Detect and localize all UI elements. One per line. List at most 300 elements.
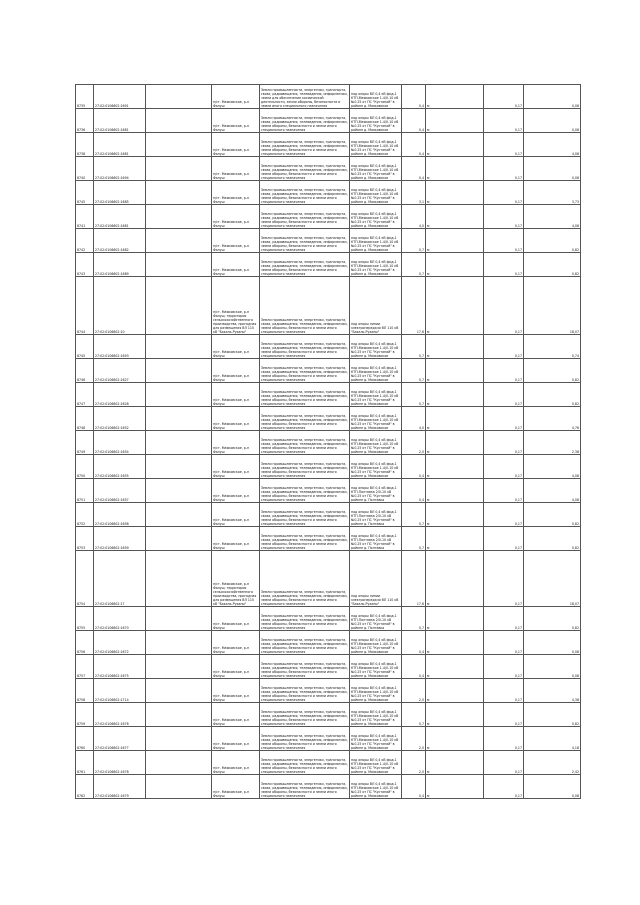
- value-cell: 0,82: [524, 527, 581, 551]
- cadastral-number-cell: 27:02:0106602:1685: [94, 181, 146, 205]
- area-cell: 0,7: [402, 703, 426, 727]
- location-cell: под опоры ВЛ 0,4 кВ фид.1 КТП-Маяковское 1-4/0-10 кВ №0.25 от ПС "Кустанай" в районе д. Маяковское: [350, 431, 402, 455]
- owner-cell: [146, 229, 212, 253]
- location-cell: под опоры ВЛ 0,4 кВ фид.1 КТП-Полтавка 2/0-10 кВ №0.25 от ПС "Кустанай" в районе д. Полтавка: [350, 503, 402, 527]
- area-cell: 0,7: [402, 253, 426, 277]
- address-cell: п/ст. Маяковское, р-н Фалуш: [212, 133, 260, 157]
- owner-cell: [146, 277, 212, 335]
- table-row: [76, 607, 581, 631]
- unit-cell: м: [426, 407, 484, 431]
- address-cell: п/ст. Маяковское, р-н Фалуш: [212, 157, 260, 181]
- row-number-cell: 8760: [76, 727, 94, 751]
- location-cell: под опоры ВЛ 0,4 кВ фид.1 КТП-Маяковское 1-4/0-10 кВ №0.25 от ПС "Кустанай" в районе д. Маяковское: [350, 133, 402, 157]
- rate-cell: 0,17: [484, 655, 524, 679]
- owner-cell: [146, 85, 212, 109]
- location-cell: под опоры линии электропередачи ВЛ 110 кВ "Бакаль-Руханы": [350, 277, 402, 335]
- row-number-cell: 8748: [76, 407, 94, 431]
- unit-cell: м: [426, 527, 484, 551]
- value-cell: 18,07: [524, 277, 581, 335]
- unit-cell: м: [426, 455, 484, 479]
- rate-cell: 0,17: [484, 703, 524, 727]
- location-cell: под опоры линии электропередачи ВЛ 110 кВ "Бакаль-Руханы": [350, 551, 402, 607]
- area-cell: 0,7: [402, 607, 426, 631]
- owner-cell: [146, 253, 212, 277]
- rate-cell: 0,17: [484, 277, 524, 335]
- rate-cell: 0,17: [484, 751, 524, 775]
- owner-cell: [146, 359, 212, 383]
- area-cell: 0,4: [402, 133, 426, 157]
- cadastral-number-cell: 27:02:0106602:1659: [94, 527, 146, 551]
- unit-cell: м: [426, 479, 484, 503]
- row-number-cell: 8746: [76, 359, 94, 383]
- value-cell: 0,74: [524, 335, 581, 359]
- area-cell: 0,7: [402, 383, 426, 407]
- table-row: [76, 85, 581, 109]
- land-category-cell: Земли промышленности, энергетики, транспорта, связи, радиовещания, телевидения, информатики, земли обороны, безопасности и земли иного специального назначения: [260, 157, 350, 181]
- value-cell: 0,08: [524, 631, 581, 655]
- cadastral-number-cell: 27:02:0106602:1694: [94, 157, 146, 181]
- land-category-cell: Земли промышленности, энергетики, транспорта, связи, радиовещания, телевидения, информатики, земли обороны, безопасности и земли иного специального назначения: [260, 335, 350, 359]
- owner-cell: [146, 551, 212, 607]
- address-cell: п/ст. Маяковское, р-н Фалуш: [212, 775, 260, 799]
- location-cell: под опоры ВЛ 0,4 кВ фид.1 КТП-Маяковское 1-4/0-10 кВ №0.25 от ПС "Кустанай" в районе д. Маяковское: [350, 335, 402, 359]
- rate-cell: 0,17: [484, 455, 524, 479]
- unit-cell: м: [426, 751, 484, 775]
- land-category-cell: Земли промышленности, энергетики, транспорта, связи, радиовещания, телевидения, информатики, земли обороны, безопасности и земли иного специального назначения: [260, 727, 350, 751]
- rate-cell: 0,17: [484, 431, 524, 455]
- row-number-cell: 8755: [76, 607, 94, 631]
- cadastral-number-cell: 27:02:0106602:17: [94, 551, 146, 607]
- cadastral-number-cell: 27:02:0106602:1658: [94, 503, 146, 527]
- value-cell: 0,82: [524, 607, 581, 631]
- table-row: [76, 679, 581, 703]
- address-cell: п/ст. Маяковское, р-н Фалуш: [212, 109, 260, 133]
- address-cell: п/ст. Маяковское, р-н Фалуш: [212, 679, 260, 703]
- owner-cell: [146, 431, 212, 455]
- address-cell: п/ст. Маяковское, р-н Фалуш: [212, 727, 260, 751]
- table-row: [76, 527, 581, 551]
- address-cell: п/ст. Маяковское, р-н Фалуш: [212, 655, 260, 679]
- area-cell: 0,4: [402, 109, 426, 133]
- value-cell: 0,08: [524, 655, 581, 679]
- cadastral-number-cell: 27:02:0106602:1654: [94, 431, 146, 455]
- value-cell: 4,08: [524, 205, 581, 229]
- cadastral-number-cell: 27:02:0106602:1628: [94, 383, 146, 407]
- cadastral-number-cell: 27:02:0106602:1691: [94, 85, 146, 109]
- land-category-cell: Земли промышленности, энергетики, транспорта, связи, радиовещания, телевидения, информатики, земли для обеспечения космической деятельности, земли обороны, безопасности и земли иного специального назначения: [260, 85, 350, 109]
- row-number-cell: 8741: [76, 205, 94, 229]
- unit-cell: м: [426, 551, 484, 607]
- rate-cell: 0,17: [484, 109, 524, 133]
- land-category-cell: Земли промышленности, энергетики, транспорта, связи, радиовещания, телевидения, информатики, земли обороны, безопасности и земли иного специального назначения: [260, 479, 350, 503]
- land-category-cell: Земли промышленности, энергетики, транспорта, связи, радиовещания, телевидения, информатики, земли обороны, безопасности и земли иного специального назначения: [260, 133, 350, 157]
- rate-cell: 0,17: [484, 85, 524, 109]
- address-cell: п/ст. Маяковское, р-н Фалуш: [212, 431, 260, 455]
- location-cell: под опоры ВЛ 0,4 кВ фид.1 КТП-Маяковское 1-4/0-10 кВ №0.25 от ПС "Кустанай" в районе д. Маяковское: [350, 775, 402, 799]
- owner-cell: [146, 157, 212, 181]
- owner-cell: [146, 775, 212, 799]
- rate-cell: 0,17: [484, 181, 524, 205]
- owner-cell: [146, 703, 212, 727]
- value-cell: 0,82: [524, 503, 581, 527]
- unit-cell: м: [426, 431, 484, 455]
- table-row: [76, 503, 581, 527]
- unit-cell: м: [426, 85, 484, 109]
- land-category-cell: Земли промышленности, энергетики, транспорта, связи, радиовещания, телевидения, информатики, земли обороны, безопасности и земли иного специального назначения: [260, 551, 350, 607]
- area-cell: 0,4: [402, 479, 426, 503]
- cadastral-number-cell: 27:02:0106602:1681: [94, 205, 146, 229]
- table-row: [76, 109, 581, 133]
- row-number-cell: 8742: [76, 229, 94, 253]
- land-category-cell: Земли промышленности, энергетики, транспорта, связи, радиовещания, телевидения, информатики, земли обороны, безопасности и земли иного специального назначения: [260, 181, 350, 205]
- location-cell: под опоры ВЛ 0,4 кВ фид.1 КТП-Маяковское 1-4/0-10 кВ №0.25 от ПС "Кустанай" в районе д. Маяковское: [350, 655, 402, 679]
- address-cell: п/ст. Маяковское, р-н Фалуш: [212, 703, 260, 727]
- unit-cell: м: [426, 181, 484, 205]
- location-cell: под опоры ВЛ 0,4 кВ фид.1 КТП-Маяковское 1-4/0-10 кВ №0.25 от ПС "Кустанай" в районе д. Маяковское: [350, 727, 402, 751]
- value-cell: 0,08: [524, 157, 581, 181]
- value-cell: 4,08: [524, 479, 581, 503]
- unit-cell: м: [426, 383, 484, 407]
- land-category-cell: Земли промышленности, энергетики, транспорта, связи, радиовещания, телевидения, информатики, земли обороны, безопасности и земли иного специального назначения: [260, 655, 350, 679]
- address-cell: п/ст. Маяковское, р-н Фалуш: [212, 181, 260, 205]
- area-cell: 2,0: [402, 751, 426, 775]
- unit-cell: м: [426, 359, 484, 383]
- row-number-cell: 8744: [76, 277, 94, 335]
- address-cell: п/ст. Маяковское, р-н Фалуш: [212, 383, 260, 407]
- row-number-cell: 8745: [76, 335, 94, 359]
- unit-cell: м: [426, 775, 484, 799]
- land-category-cell: Земли промышленности, энергетики, транспорта, связи, радиовещания, телевидения, информатики, земли обороны, безопасности и земли иного специального назначения: [260, 431, 350, 455]
- land-category-cell: Земли промышленности, энергетики, транспорта, связи, радиовещания, телевидения, информатики, земли обороны, безопасности и земли иного специального назначения: [260, 359, 350, 383]
- owner-cell: [146, 655, 212, 679]
- row-number-cell: 8751: [76, 479, 94, 503]
- area-cell: 0,4: [402, 631, 426, 655]
- unit-cell: м: [426, 503, 484, 527]
- cadastral-number-cell: 27:02:0106602:1677: [94, 727, 146, 751]
- row-number-cell: 8738: [76, 133, 94, 157]
- location-cell: под опоры ВЛ 0,4 кВ фид.1 КТП-Маяковское 1-4/0-10 кВ №0.25 от ПС "Кустанай" в районе д. Маяковское: [350, 229, 402, 253]
- table-row: [76, 181, 581, 205]
- table-row: [76, 551, 581, 607]
- row-number-cell: 8736: [76, 109, 94, 133]
- location-cell: под опоры ВЛ 0,4 кВ фид.1 КТП-Маяковское 1-4/0-10 кВ №0.25 от ПС "Кустанай" в районе д. Маяковское: [350, 703, 402, 727]
- row-number-cell: 8752: [76, 503, 94, 527]
- rate-cell: 0,17: [484, 229, 524, 253]
- row-number-cell: 8750: [76, 455, 94, 479]
- land-category-cell: Земли промышленности, энергетики, транспорта, связи, радиовещания, телевидения, информатики, земли обороны, безопасности и земли иного специального назначения: [260, 455, 350, 479]
- address-cell: п/ст. Маяковское, р-н Фалуш, территория сельскохозяйственного производства, пригодная для размещения ВЛ 110 кВ "Бакаль-Руханы": [212, 277, 260, 335]
- rate-cell: 0,17: [484, 551, 524, 607]
- value-cell: 2,38: [524, 431, 581, 455]
- location-cell: под опоры ВЛ 0,4 кВ фид.1 КТП-Маяковское 1-4/0-10 кВ №0.25 от ПС "Кустанай" в районе д. Маяковское: [350, 751, 402, 775]
- cadastral-number-cell: 27:02:0106602:1681: [94, 109, 146, 133]
- area-cell: 0,7: [402, 335, 426, 359]
- row-number-cell: 8762: [76, 775, 94, 799]
- area-cell: 2,0: [402, 431, 426, 455]
- unit-cell: м: [426, 253, 484, 277]
- area-cell: 0,4: [402, 775, 426, 799]
- unit-cell: м: [426, 133, 484, 157]
- table-body: [76, 85, 581, 799]
- area-cell: 2,0: [402, 727, 426, 751]
- row-number-cell: 8747: [76, 383, 94, 407]
- value-cell: 0,82: [524, 253, 581, 277]
- rate-cell: 0,17: [484, 133, 524, 157]
- row-number-cell: 8759: [76, 703, 94, 727]
- cadastral-number-cell: 27:02:0106602:1689: [94, 253, 146, 277]
- cadastral-number-cell: 27:02:0106602:1675: [94, 655, 146, 679]
- owner-cell: [146, 133, 212, 157]
- cadastral-number-cell: 27:02:0106602:1670: [94, 607, 146, 631]
- owner-cell: [146, 383, 212, 407]
- location-cell: под опоры ВЛ 0,4 кВ фид.1 КТП-Маяковское 1-4/0-10 кВ №0.25 от ПС "Кустанай" в районе д. Маяковское: [350, 181, 402, 205]
- address-cell: п/ст. Маяковское, р-н Фалуш: [212, 85, 260, 109]
- value-cell: 0,82: [524, 229, 581, 253]
- land-category-cell: Земли промышленности, энергетики, транспорта, связи, радиовещания, телевидения, информатики, земли обороны, безопасности и земли иного специального назначения: [260, 607, 350, 631]
- value-cell: 0,08: [524, 775, 581, 799]
- unit-cell: м: [426, 277, 484, 335]
- location-cell: под опоры ВЛ 0,4 кВ фид.1 КТП-Маяковское 1-4/0-10 кВ №0.25 от ПС "Кустанай" в районе д. Маяковское: [350, 205, 402, 229]
- value-cell: 4,38: [524, 679, 581, 703]
- owner-cell: [146, 181, 212, 205]
- cadastral-number-cell: 27:02:0106602:1682: [94, 229, 146, 253]
- table-row: [76, 751, 581, 775]
- value-cell: 0,82: [524, 359, 581, 383]
- rate-cell: 0,17: [484, 607, 524, 631]
- value-cell: 4,76: [524, 407, 581, 431]
- area-cell: 4,0: [402, 205, 426, 229]
- owner-cell: [146, 335, 212, 359]
- land-category-cell: Земли промышленности, энергетики, транспорта, связи, радиовещания, телевидения, информатики, земли обороны, безопасности и земли иного специального назначения: [260, 253, 350, 277]
- cadastral-number-cell: 27:02:0106602:1657: [94, 479, 146, 503]
- location-cell: под опоры ВЛ 0,4 кВ фид.1 КТП-Маяковское 1-4/0-10 кВ №0.25 от ПС "Кустанай" в районе д. Маяковское: [350, 383, 402, 407]
- address-cell: п/ст. Маяковское, р-н Фалуш: [212, 455, 260, 479]
- location-cell: под опоры ВЛ 0,4 кВ фид.1 КТП-Маяковское 1-4/0-10 кВ №0.25 от ПС "Кустанай" в районе д. Маяковское: [350, 157, 402, 181]
- table-row: [76, 359, 581, 383]
- rate-cell: 0,17: [484, 527, 524, 551]
- owner-cell: [146, 205, 212, 229]
- row-number-cell: 8743: [76, 253, 94, 277]
- cadastral-number-cell: 27:02:0106602:1714: [94, 679, 146, 703]
- land-category-cell: Земли промышленности, энергетики, транспорта, связи, радиовещания, телевидения, информатики, земли обороны, безопасности и земли иного специального назначения: [260, 229, 350, 253]
- rate-cell: 0,17: [484, 631, 524, 655]
- cadastral-number-cell: 27:02:0106602:1681: [94, 133, 146, 157]
- address-cell: п/ст. Маяковское, р-н Фалуш: [212, 527, 260, 551]
- owner-cell: [146, 479, 212, 503]
- row-number-cell: 8735: [76, 85, 94, 109]
- land-category-cell: Земли промышленности, энергетики, транспорта, связи, радиовещания, телевидения, информатики, земли обороны, безопасности и земли иного специального назначения: [260, 407, 350, 431]
- document-page: [75, 84, 580, 799]
- owner-cell: [146, 607, 212, 631]
- table-row: [76, 335, 581, 359]
- cadastral-number-cell: 27:02:0106602:1655: [94, 455, 146, 479]
- table-row: [76, 455, 581, 479]
- address-cell: п/ст. Маяковское, р-н Фалуш: [212, 205, 260, 229]
- table-row: [76, 229, 581, 253]
- owner-cell: [146, 751, 212, 775]
- row-number-cell: 8757: [76, 655, 94, 679]
- value-cell: 3,73: [524, 181, 581, 205]
- area-cell: 17,6: [402, 277, 426, 335]
- row-number-cell: 8753: [76, 527, 94, 551]
- row-number-cell: 8740: [76, 157, 94, 181]
- land-category-cell: Земли промышленности, энергетики, транспорта, связи, радиовещания, телевидения, информатики, земли обороны, безопасности и земли иного специального назначения: [260, 703, 350, 727]
- table-row: [76, 431, 581, 455]
- location-cell: под опоры ВЛ 0,4 кВ фид.1 КТП-Маяковское 1-4/0-10 кВ №0.25 от ПС "Кустанай" в районе д. Маяковское: [350, 359, 402, 383]
- table-row: [76, 727, 581, 751]
- address-cell: п/ст. Маяковское, р-н Фалуш: [212, 253, 260, 277]
- rate-cell: 0,17: [484, 205, 524, 229]
- location-cell: под опоры ВЛ 0,4 кВ фид.1 КТП-Полтавка 2/0-10 кВ №0.25 от ПС "Кустанай" в районе д. Полтавка: [350, 607, 402, 631]
- owner-cell: [146, 631, 212, 655]
- owner-cell: [146, 455, 212, 479]
- address-cell: п/ст. Маяковское, р-н Фалуш: [212, 631, 260, 655]
- rate-cell: 0,17: [484, 679, 524, 703]
- table-row: [76, 253, 581, 277]
- table-row: [76, 133, 581, 157]
- address-cell: п/ст. Маяковское, р-н Фалуш: [212, 607, 260, 631]
- table-row: [76, 157, 581, 181]
- row-number-cell: 8745: [76, 181, 94, 205]
- unit-cell: м: [426, 703, 484, 727]
- location-cell: под опоры ВЛ 0,4 кВ фид.1 КТП-Маяковское 1-4/0-10 кВ №0.25 от ПС "Кустанай" в районе д. Маяковское: [350, 85, 402, 109]
- table-row: [76, 703, 581, 727]
- unit-cell: м: [426, 655, 484, 679]
- owner-cell: [146, 679, 212, 703]
- cadastral-number-cell: 27:02:0106602:1672: [94, 631, 146, 655]
- area-cell: 0,4: [402, 455, 426, 479]
- value-cell: 18,07: [524, 551, 581, 607]
- land-category-cell: Земли промышленности, энергетики, транспорта, связи, радиовещания, телевидения, информатики, земли обороны, безопасности и земли иного специального назначения: [260, 383, 350, 407]
- rate-cell: 0,17: [484, 503, 524, 527]
- address-cell: п/ст. Маяковское, р-н Фалуш: [212, 407, 260, 431]
- location-cell: под опоры ВЛ 0,4 кВ фид.1 КТП-Маяковское 1-4/0-10 кВ №0.25 от ПС "Кустанай" в районе д. Маяковское: [350, 631, 402, 655]
- table-row: [76, 631, 581, 655]
- owner-cell: [146, 109, 212, 133]
- value-cell: 2,42: [524, 751, 581, 775]
- table-row: [76, 775, 581, 799]
- cadastral-number-cell: 27:02:0106602:1627: [94, 359, 146, 383]
- value-cell: 4,08: [524, 133, 581, 157]
- location-cell: под опоры ВЛ 0,4 кВ фид.1 КТП-Маяковское 1-4/0-10 кВ №0.25 от ПС "Кустанай" в районе д. Маяковское: [350, 407, 402, 431]
- row-number-cell: 8749: [76, 431, 94, 455]
- address-cell: п/ст. Маяковское, р-н Фалуш: [212, 335, 260, 359]
- land-category-cell: Земли промышленности, энергетики, транспорта, связи, радиовещания, телевидения, информатики, земли обороны, безопасности и земли иного специального назначения: [260, 205, 350, 229]
- value-cell: 0,08: [524, 85, 581, 109]
- area-cell: 0,7: [402, 359, 426, 383]
- unit-cell: м: [426, 157, 484, 181]
- location-cell: под опоры ВЛ 0,4 кВ фид.1 КТП-Маяковское 1-4/0-10 кВ №0.25 от ПС "Кустанай" в районе д. Маяковское: [350, 253, 402, 277]
- land-category-cell: Земли промышленности, энергетики, транспорта, связи, радиовещания, телевидения, информатики, земли обороны, безопасности и земли иного специального назначения: [260, 775, 350, 799]
- table-row: [76, 383, 581, 407]
- cadastral-number-cell: 27:02:0106602:1679: [94, 775, 146, 799]
- unit-cell: м: [426, 109, 484, 133]
- area-cell: 17,6: [402, 551, 426, 607]
- area-cell: 0,7: [402, 229, 426, 253]
- address-cell: п/ст. Маяковское, р-н Фалуш: [212, 229, 260, 253]
- rate-cell: 0,17: [484, 157, 524, 181]
- address-cell: п/ст. Маяковское, р-н Фалуш, территория сельскохозяйственного производства, пригодная для размещения ВЛ 110 кВ "Бакаль-Руханы": [212, 551, 260, 607]
- table-row: [76, 277, 581, 335]
- area-cell: 4,0: [402, 407, 426, 431]
- table-row: [76, 205, 581, 229]
- cadastral-number-cell: 27:02:0106602:10: [94, 277, 146, 335]
- table-row: [76, 655, 581, 679]
- land-category-cell: Земли промышленности, энергетики, транспорта, связи, радиовещания, телевидения, информатики, земли обороны, безопасности и земли иного специального назначения: [260, 527, 350, 551]
- land-category-cell: Земли промышленности, энергетики, транспорта, связи, радиовещания, телевидения, информатики, земли обороны, безопасности и земли иного специального назначения: [260, 503, 350, 527]
- address-cell: п/ст. Маяковское, р-н Фалуш: [212, 503, 260, 527]
- value-cell: 0,82: [524, 703, 581, 727]
- owner-cell: [146, 727, 212, 751]
- table-row: [76, 479, 581, 503]
- area-cell: 0,7: [402, 527, 426, 551]
- rate-cell: 0,17: [484, 775, 524, 799]
- address-cell: п/ст. Маяковское, р-н Фалуш: [212, 359, 260, 383]
- owner-cell: [146, 503, 212, 527]
- unit-cell: м: [426, 335, 484, 359]
- location-cell: под опоры ВЛ 0,4 кВ фид.1 КТП-Маяковское 1-4/0-10 кВ №0.25 от ПС "Кустанай" в районе д. Маяковское: [350, 679, 402, 703]
- cadastral-number-cell: 27:02:0106602:1693: [94, 335, 146, 359]
- value-cell: 0,08: [524, 109, 581, 133]
- value-cell: 0,82: [524, 383, 581, 407]
- cadastral-number-cell: 27:02:0106602:1676: [94, 703, 146, 727]
- rate-cell: 0,17: [484, 383, 524, 407]
- rate-cell: 0,17: [484, 359, 524, 383]
- location-cell: под опоры ВЛ 0,4 кВ фид.1 КТП-Полтавка 2/0-10 кВ №0.25 от ПС "Кустанай" в районе д. Полтавка: [350, 479, 402, 503]
- cadastral-number-cell: 27:02:0106602:1678: [94, 751, 146, 775]
- area-cell: 0,7: [402, 503, 426, 527]
- area-cell: 0,4: [402, 655, 426, 679]
- location-cell: под опоры ВЛ 0,4 кВ фид.1 КТП-Маяковское 1-4/0-10 кВ №0.25 от ПС "Кустанай" в районе д. Маяковское: [350, 109, 402, 133]
- address-cell: п/ст. Маяковское, р-н Фалуш: [212, 751, 260, 775]
- rate-cell: 0,17: [484, 253, 524, 277]
- unit-cell: м: [426, 205, 484, 229]
- row-number-cell: 8758: [76, 679, 94, 703]
- owner-cell: [146, 407, 212, 431]
- land-category-cell: Земли промышленности, энергетики, транспорта, связи, радиовещания, телевидения, информатики, земли обороны, безопасности и земли иного специального назначения: [260, 751, 350, 775]
- value-cell: 4,18: [524, 727, 581, 751]
- land-category-cell: Земли промышленности, энергетики, транспорта, связи, радиовещания, телевидения, информатики, земли обороны, безопасности и земли иного специального назначения: [260, 109, 350, 133]
- location-cell: под опоры ВЛ 0,4 кВ фид.1 КТП-Полтавка 2/0-10 кВ №0.25 от ПС "Кустанай" в районе д. Полтавка: [350, 527, 402, 551]
- land-category-cell: Земли промышленности, энергетики, транспорта, связи, радиовещания, телевидения, информатики, земли обороны, безопасности и земли иного специального назначения: [260, 277, 350, 335]
- land-category-cell: Земли промышленности, энергетики, транспорта, связи, радиовещания, телевидения, информатики, земли обороны, безопасности и земли иного специального назначения: [260, 679, 350, 703]
- address-cell: п/ст. Маяковское, р-н Фалуш: [212, 479, 260, 503]
- area-cell: 0,4: [402, 85, 426, 109]
- row-number-cell: 8756: [76, 631, 94, 655]
- row-number-cell: 8761: [76, 751, 94, 775]
- rate-cell: 0,17: [484, 727, 524, 751]
- area-cell: 3,1: [402, 181, 426, 205]
- unit-cell: м: [426, 727, 484, 751]
- land-category-cell: Земли промышленности, энергетики, транспорта, связи, радиовещания, телевидения, информатики, земли обороны, безопасности и земли иного специального назначения: [260, 631, 350, 655]
- area-cell: 0,4: [402, 157, 426, 181]
- cadastral-number-cell: 27:02:0106602:1652: [94, 407, 146, 431]
- unit-cell: м: [426, 607, 484, 631]
- row-number-cell: 8754: [76, 551, 94, 607]
- owner-cell: [146, 527, 212, 551]
- land-plot-table: [75, 84, 581, 799]
- area-cell: 2,0: [402, 679, 426, 703]
- value-cell: 4,08: [524, 455, 581, 479]
- rate-cell: 0,17: [484, 407, 524, 431]
- unit-cell: м: [426, 631, 484, 655]
- location-cell: под опоры ВЛ 0,4 кВ фид.1 КТП-Маяковское 1-4/0-10 кВ №0.25 от ПС "Кустанай" в районе д. Маяковское: [350, 455, 402, 479]
- table-row: [76, 407, 581, 431]
- rate-cell: 0,17: [484, 335, 524, 359]
- unit-cell: м: [426, 679, 484, 703]
- rate-cell: 0,17: [484, 479, 524, 503]
- unit-cell: м: [426, 229, 484, 253]
